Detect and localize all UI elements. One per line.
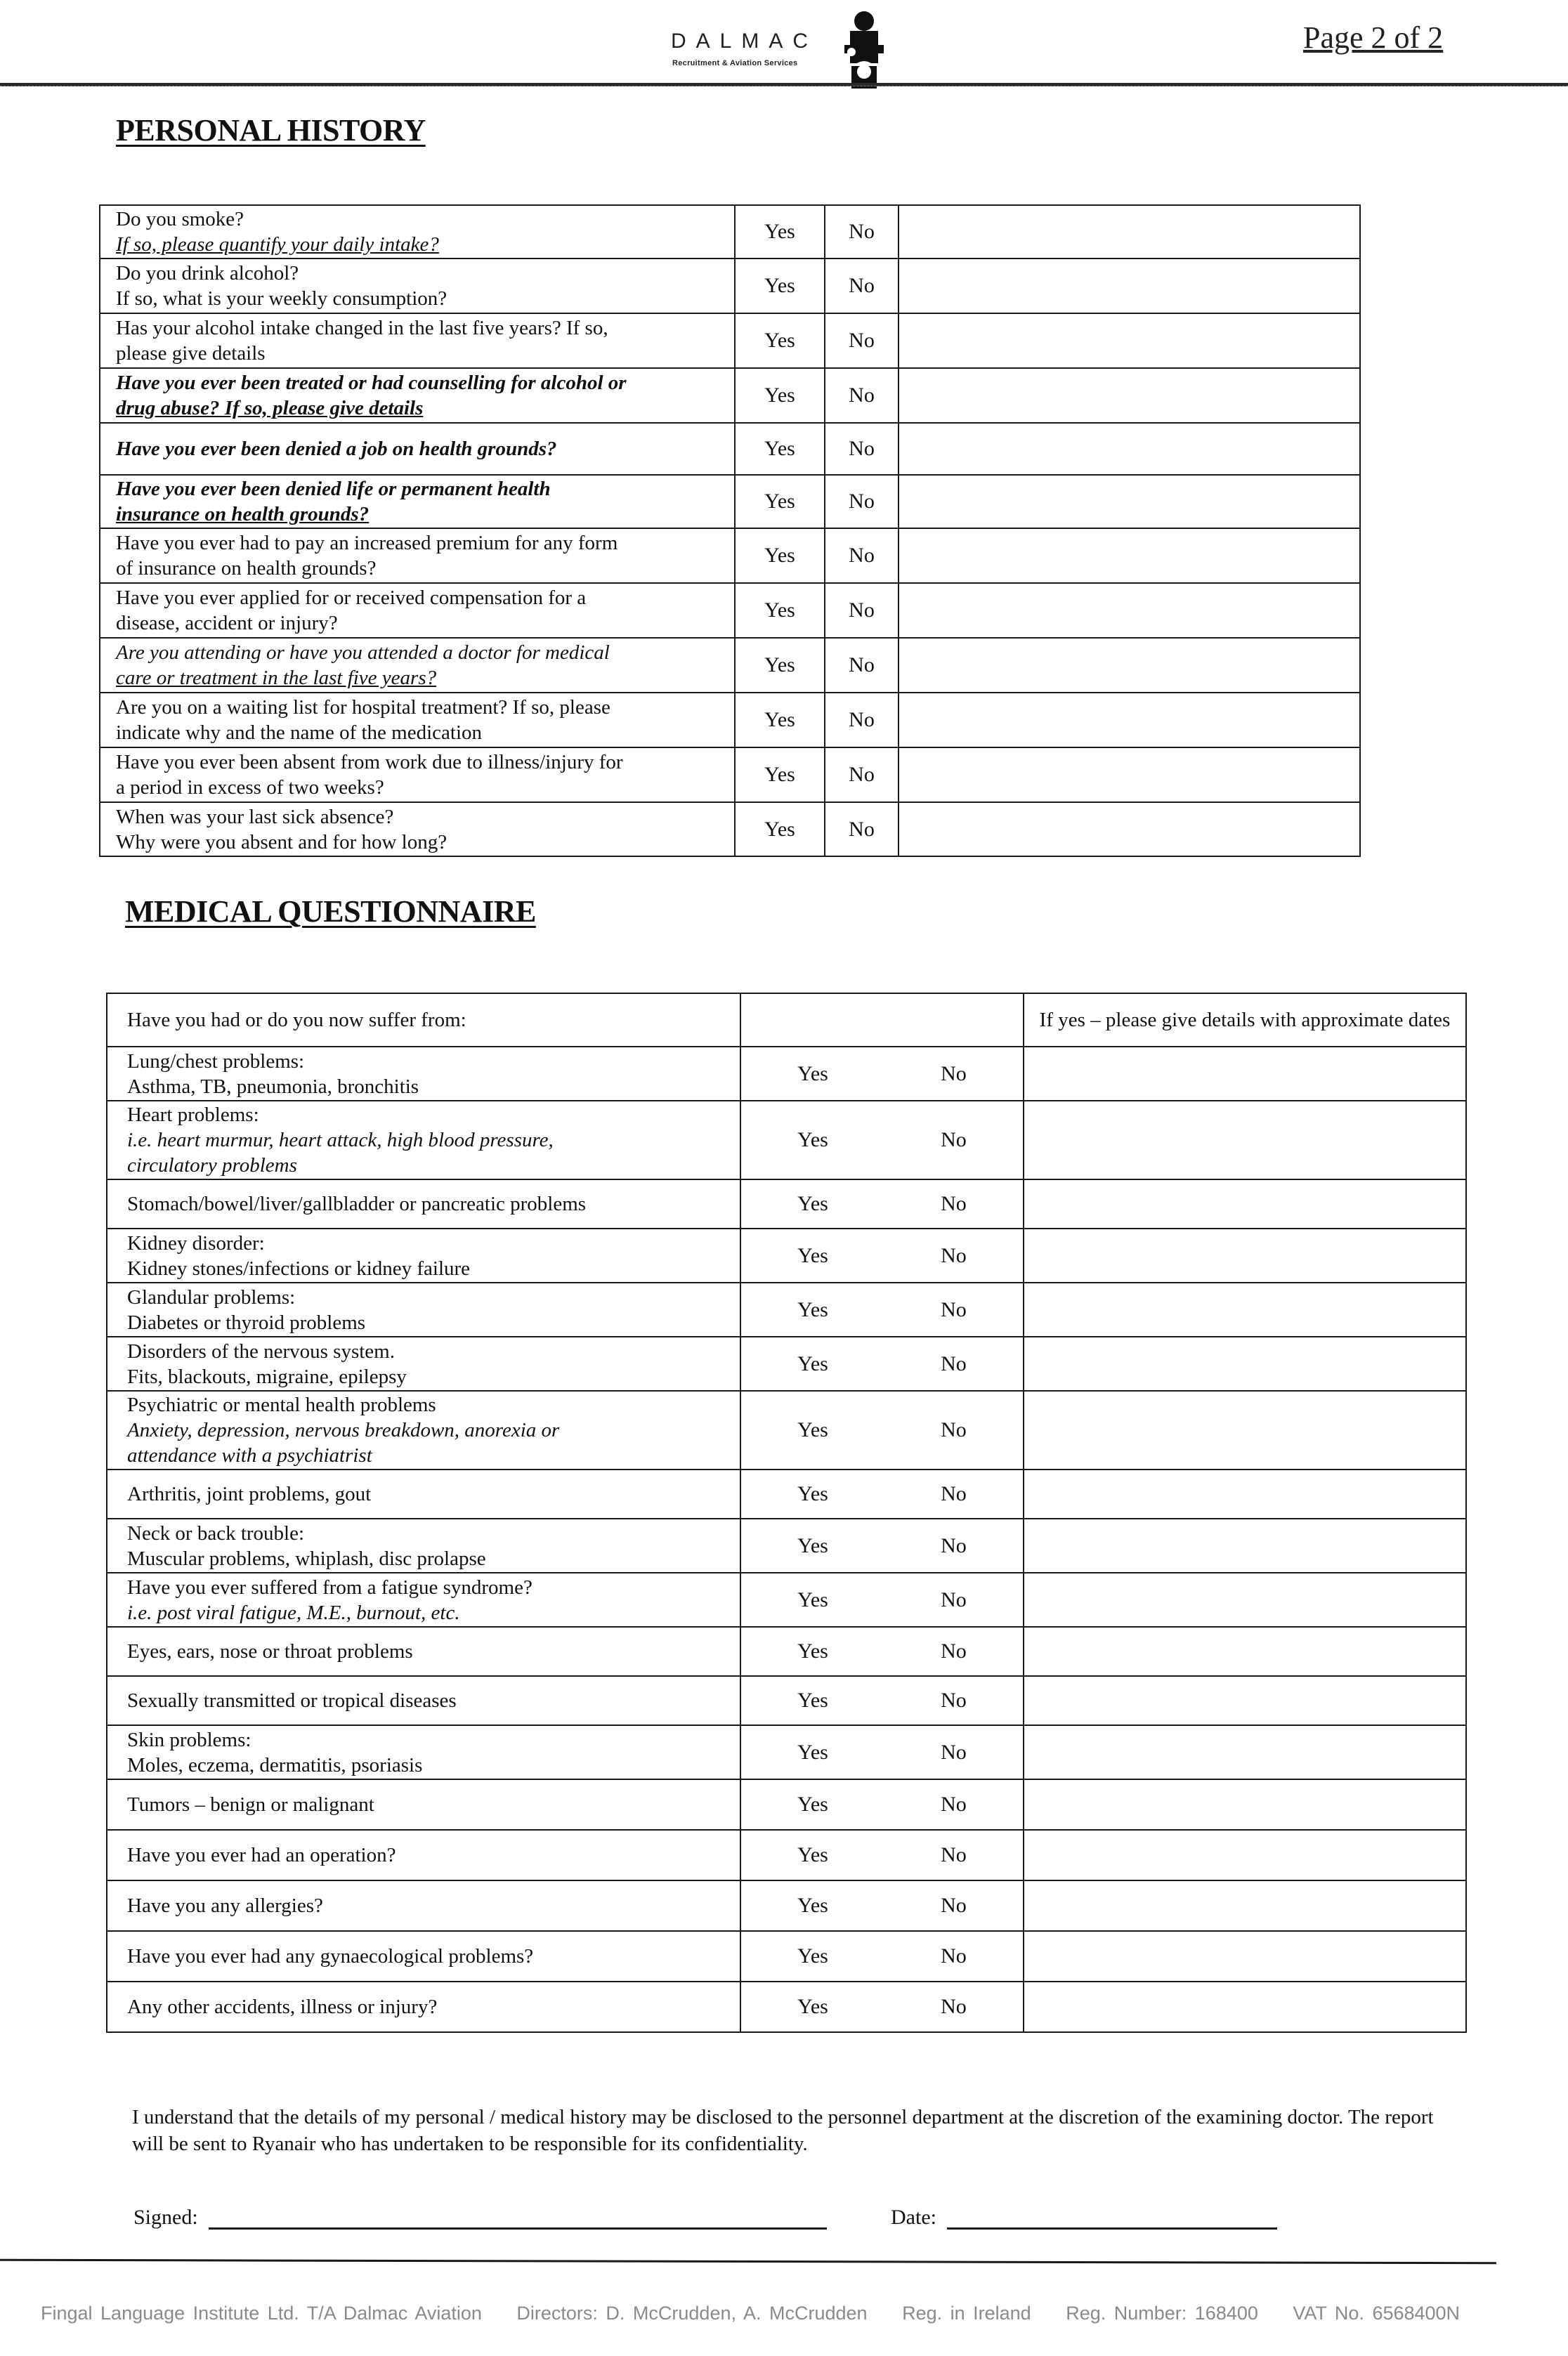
yes-option[interactable]: Yes (797, 1482, 828, 1505)
table-row (107, 1627, 1466, 1676)
date-line[interactable] (947, 2206, 1277, 2230)
yes-option[interactable]: Yes (735, 423, 825, 475)
signature-line[interactable] (209, 2206, 827, 2230)
yes-option[interactable]: Yes (797, 1128, 828, 1151)
table-row (100, 583, 1360, 638)
yes-option[interactable]: Yes (735, 528, 825, 583)
condition-examples: i.e. heart murmur, heart attack, high blood pressure, (127, 1129, 554, 1151)
condition-cell (107, 1573, 740, 1627)
condition-examples: Anxiety, depression, nervous breakdown, anorexia or (127, 1419, 560, 1441)
details-input[interactable] (899, 258, 1360, 313)
yes-no-cell (740, 1573, 1024, 1627)
table-row (107, 1676, 1466, 1725)
question-text: Do you drink alcohol? (116, 262, 299, 284)
consent-statement: I understand that the details of my personal / medical history may be disclosed to the personnel department at the discretion of the examining doctor. The report will be sent to Ryanair who has undertaken to be responsible for its confidentiality. (132, 2106, 1434, 2155)
condition-title: Eyes, ears, nose or throat problems (127, 1640, 413, 1663)
details-input[interactable] (1024, 1627, 1466, 1676)
condition-cell (107, 1931, 740, 1982)
condition-title: Lung/chest problems: (127, 1049, 305, 1073)
condition-cell (107, 1676, 740, 1725)
question-subtext: insurance on health grounds? (116, 503, 370, 525)
no-option[interactable]: No (941, 1128, 967, 1151)
table-row (107, 1470, 1466, 1519)
date-label: Date: (891, 2206, 936, 2229)
table-row (107, 1391, 1466, 1470)
no-option[interactable]: No (941, 1418, 967, 1441)
question-text: Have you ever been denied life or permanent health (116, 478, 551, 500)
details-input[interactable] (1024, 1337, 1466, 1391)
question-cell (100, 528, 735, 583)
table-row (100, 802, 1360, 856)
condition-cell (107, 1779, 740, 1830)
condition-title: Skin problems: (127, 1728, 251, 1751)
condition-examples: Moles, eczema, dermatitis, psoriasis (127, 1753, 423, 1776)
yes-no-cell (740, 1880, 1024, 1931)
details-input[interactable] (1024, 1982, 1466, 2032)
yes-no-cell (740, 1931, 1024, 1982)
condition-title: Have you any allergies? (127, 1894, 323, 1917)
footer-company: Fingal Language Institute Ltd. T/A Dalmac Aviation (41, 2303, 482, 2324)
table-row (100, 747, 1360, 802)
condition-cell (107, 1229, 740, 1283)
details-input[interactable] (1024, 1573, 1466, 1627)
condition-title: Sexually transmitted or tropical diseases (127, 1689, 457, 1712)
question-subtext: care or treatment in the last five years? (116, 667, 437, 689)
condition-cell (107, 1391, 740, 1470)
details-input[interactable] (1024, 1931, 1466, 1982)
footer-vat: VAT No. 6568400N (1293, 2303, 1461, 2324)
yes-option[interactable]: Yes (797, 1793, 828, 1816)
question-subtext: of insurance on health grounds? (116, 557, 377, 580)
no-option[interactable]: No (941, 1352, 967, 1375)
footer-divider (0, 2259, 1496, 2264)
table-row (100, 693, 1360, 747)
details-input[interactable] (1024, 1179, 1466, 1229)
question-cell (100, 475, 735, 528)
condition-examples: Diabetes or thyroid problems (127, 1311, 366, 1334)
details-input[interactable] (1024, 1470, 1466, 1519)
no-option[interactable]: No (825, 368, 899, 423)
no-option[interactable]: No (941, 1061, 967, 1085)
question-cell (100, 693, 735, 747)
details-input[interactable] (1024, 1101, 1466, 1179)
details-input[interactable] (1024, 1047, 1466, 1101)
question-text: Have you ever been denied a job on health grounds? (116, 438, 557, 460)
footer-directors: Directors: D. McCrudden, A. McCrudden (516, 2303, 868, 2324)
yes-no-cell (740, 1627, 1024, 1676)
table-row (100, 638, 1360, 693)
condition-examples: circulatory problems (127, 1154, 297, 1177)
logo-subtitle: Recruitment & Aviation Services (672, 59, 798, 67)
condition-cell (107, 1725, 740, 1779)
no-option[interactable]: No (941, 1689, 967, 1712)
puzzle-figure-icon (843, 10, 885, 89)
table-row (107, 1337, 1466, 1391)
no-option[interactable]: No (941, 1843, 967, 1866)
condition-cell (107, 1470, 740, 1519)
no-option[interactable]: No (825, 528, 899, 583)
question-cell (100, 802, 735, 856)
details-input[interactable] (899, 423, 1360, 475)
table-row (100, 475, 1360, 528)
details-input[interactable] (1024, 1283, 1466, 1337)
yes-option[interactable]: Yes (735, 368, 825, 423)
yes-option[interactable]: Yes (735, 747, 825, 802)
table-header-row (107, 993, 1466, 1047)
question-subtext: disease, accident or injury? (116, 612, 338, 634)
condition-cell (107, 1519, 740, 1573)
condition-examples: Muscular problems, whiplash, disc prolapse (127, 1547, 486, 1570)
yes-no-cell (740, 1725, 1024, 1779)
condition-cell (107, 1047, 740, 1101)
condition-cell (107, 1283, 740, 1337)
question-subtext: If so, please quantify your daily intake? (116, 233, 439, 256)
question-text: Have you ever been absent from work due to illness/injury for (116, 751, 623, 773)
no-option[interactable]: No (941, 1894, 967, 1917)
details-input[interactable] (899, 368, 1360, 423)
yes-option[interactable]: Yes (797, 1740, 828, 1764)
yes-option[interactable]: Yes (735, 313, 825, 368)
table-row (107, 1573, 1466, 1627)
table-row (107, 1931, 1466, 1982)
question-cell (100, 313, 735, 368)
question-text: Are you attending or have you attended a doctor for medical (116, 641, 610, 664)
table-row (107, 1047, 1466, 1101)
condition-title: Tumors – benign or malignant (127, 1793, 374, 1816)
yes-no-cell (740, 1676, 1024, 1725)
no-option[interactable]: No (941, 1588, 967, 1611)
yes-option[interactable]: Yes (735, 693, 825, 747)
yes-option[interactable]: Yes (735, 802, 825, 856)
no-option[interactable]: No (941, 1243, 967, 1267)
table-row (107, 1229, 1466, 1283)
condition-title: Heart problems: (127, 1104, 259, 1126)
table-row (107, 1830, 1466, 1880)
details-input[interactable] (899, 205, 1360, 258)
no-option[interactable]: No (941, 1192, 967, 1215)
question-text: Have you ever had to pay an increased premium for any form (116, 532, 618, 554)
condition-cell (107, 1337, 740, 1391)
yes-option[interactable]: Yes (797, 1061, 828, 1085)
table-row (107, 1725, 1466, 1779)
yes-option[interactable]: Yes (735, 205, 825, 258)
table-row (107, 1880, 1466, 1931)
logo-text: DALMAC (671, 30, 818, 53)
company-footer (41, 2303, 1487, 2324)
question-text: Has your alcohol intake changed in the last five years? If so, (116, 317, 608, 339)
yes-no-cell (740, 1283, 1024, 1337)
no-option[interactable]: No (825, 583, 899, 638)
yes-option[interactable]: Yes (797, 1689, 828, 1712)
yes-option[interactable]: Yes (797, 1588, 828, 1611)
yes-option[interactable]: Yes (735, 475, 825, 528)
no-option[interactable]: No (825, 313, 899, 368)
condition-examples: Kidney stones/infections or kidney failure (127, 1257, 471, 1280)
no-option[interactable]: No (825, 693, 899, 747)
yes-option[interactable]: Yes (735, 638, 825, 693)
no-option[interactable]: No (941, 1793, 967, 1816)
yes-no-cell (740, 1830, 1024, 1880)
table-row (107, 1982, 1466, 2032)
details-input[interactable] (899, 528, 1360, 583)
question-subtext: please give details (116, 342, 266, 365)
condition-title: Psychiatric or mental health problems (127, 1394, 436, 1416)
condition-title: Neck or back trouble: (127, 1521, 305, 1545)
condition-examples: Asthma, TB, pneumonia, bronchitis (127, 1075, 419, 1098)
no-option[interactable]: No (825, 423, 899, 475)
condition-title: Disorders of the nervous system. (127, 1340, 395, 1363)
condition-title: Have you ever had an operation? (127, 1844, 396, 1866)
condition-title: Have you ever suffered from a fatigue syndrome? (127, 1576, 533, 1599)
no-option[interactable]: No (825, 475, 899, 528)
table-row (100, 423, 1360, 475)
yes-no-cell (740, 1337, 1024, 1391)
condition-cell (107, 1880, 740, 1931)
details-input[interactable] (899, 638, 1360, 693)
yes-option[interactable]: Yes (797, 1640, 828, 1663)
details-input[interactable] (899, 313, 1360, 368)
no-option[interactable]: No (941, 1297, 967, 1321)
yes-no-cell (740, 1470, 1024, 1519)
no-option[interactable]: No (941, 1995, 967, 2018)
condition-title: Any other accidents, illness or injury? (127, 1996, 438, 2018)
details-input[interactable] (1024, 1676, 1466, 1725)
yes-option[interactable]: Yes (797, 1418, 828, 1441)
details-input[interactable] (1024, 1779, 1466, 1830)
no-option[interactable]: No (825, 258, 899, 313)
details-input[interactable] (899, 583, 1360, 638)
yes-option[interactable]: Yes (797, 1894, 828, 1917)
condition-examples: Fits, blackouts, migraine, epilepsy (127, 1365, 407, 1388)
yes-no-cell (740, 1391, 1024, 1470)
condition-cell (107, 1982, 740, 2032)
no-option[interactable]: No (941, 1944, 967, 1968)
details-input[interactable] (1024, 1391, 1466, 1470)
yes-option[interactable]: Yes (735, 583, 825, 638)
no-option[interactable]: No (825, 747, 899, 802)
yes-option[interactable]: Yes (797, 1297, 828, 1321)
yes-no-cell (740, 1519, 1024, 1573)
question-text: When was your last sick absence? (116, 805, 394, 828)
yes-no-cell (740, 1982, 1024, 2032)
no-option[interactable]: No (941, 1482, 967, 1505)
signed-label: Signed: (133, 2206, 198, 2229)
footer-registration: Reg. in Ireland (902, 2303, 1031, 2324)
yes-option[interactable]: Yes (797, 1944, 828, 1968)
condition-title: Have you ever had any gynaecological problems? (127, 1945, 534, 1968)
yes-option[interactable]: Yes (797, 1352, 828, 1375)
footer-reg-number: Reg. Number: 168400 (1066, 2303, 1258, 2324)
yes-no-cell (740, 1047, 1024, 1101)
question-cell (100, 423, 735, 475)
table-row (100, 368, 1360, 423)
no-option[interactable]: No (825, 638, 899, 693)
question-text: Have you ever applied for or received compensation for a (116, 587, 587, 609)
condition-cell (107, 1179, 740, 1229)
yes-option[interactable]: Yes (797, 1995, 828, 2018)
table-row (107, 1101, 1466, 1179)
table-row (107, 1179, 1466, 1229)
yes-option[interactable]: Yes (797, 1243, 828, 1267)
medical-questionnaire-title: MEDICAL QUESTIONNAIRE (125, 894, 536, 929)
yes-option[interactable]: Yes (797, 1533, 828, 1557)
yes-no-cell (740, 1179, 1024, 1229)
header-question-cell: Have you had or do you now suffer from: (107, 993, 740, 1047)
yes-option[interactable]: Yes (797, 1192, 828, 1215)
date-field[interactable] (891, 2206, 1277, 2230)
details-input[interactable] (899, 802, 1360, 856)
condition-examples: i.e. post viral fatigue, M.E., burnout, etc. (127, 1601, 460, 1624)
condition-title: Kidney disorder: (127, 1231, 265, 1255)
condition-title: Glandular problems: (127, 1285, 296, 1309)
yes-no-cell (740, 1229, 1024, 1283)
details-input[interactable] (899, 747, 1360, 802)
condition-title: Arthritis, joint problems, gout (127, 1483, 372, 1505)
personal-history-table (99, 204, 1361, 857)
no-option[interactable]: No (941, 1740, 967, 1764)
question-subtext: Why were you absent and for how long? (116, 830, 447, 853)
page-indicator: Page 2 of 2 (1303, 20, 1444, 55)
company-logo (671, 10, 854, 87)
question-text: Are you on a waiting list for hospital treatment? If so, please (116, 696, 610, 719)
no-option[interactable]: No (825, 802, 899, 856)
condition-cell (107, 1627, 740, 1676)
table-row (107, 1283, 1466, 1337)
details-input[interactable] (1024, 1830, 1466, 1880)
condition-title: Stomach/bowel/liver/gallbladder or pancreatic problems (127, 1193, 587, 1215)
question-text: Do you smoke? (116, 208, 244, 230)
table-row (100, 258, 1360, 313)
details-input[interactable] (1024, 1725, 1466, 1779)
condition-cell (107, 1830, 740, 1880)
details-input[interactable] (1024, 1229, 1466, 1283)
table-row (100, 205, 1360, 258)
yes-option[interactable]: Yes (735, 258, 825, 313)
personal-history-title: PERSONAL HISTORY (116, 113, 426, 148)
question-subtext: If so, what is your weekly consumption? (116, 287, 447, 310)
header-divider (0, 83, 1568, 86)
question-cell (100, 638, 735, 693)
question-cell (100, 258, 735, 313)
condition-examples: attendance with a psychiatrist (127, 1444, 372, 1467)
yes-no-cell (740, 1101, 1024, 1179)
table-row (107, 1779, 1466, 1830)
medical-questionnaire-table (106, 993, 1467, 2033)
no-option[interactable]: No (941, 1640, 967, 1663)
question-text: Have you ever been treated or had counselling for alcohol or (116, 372, 627, 394)
yes-no-cell (740, 1779, 1024, 1830)
header-yesno-cell (740, 993, 1024, 1047)
question-subtext: indicate why and the name of the medication (116, 721, 483, 744)
yes-option[interactable]: Yes (797, 1843, 828, 1866)
details-input[interactable] (899, 475, 1360, 528)
question-subtext: drug abuse? If so, please give details (116, 397, 424, 419)
question-cell (100, 583, 735, 638)
table-row (107, 1519, 1466, 1573)
question-cell (100, 205, 735, 258)
no-option[interactable]: No (941, 1533, 967, 1557)
signature-field[interactable] (133, 2206, 827, 2230)
header-details-cell: If yes – please give details with approximate dates (1024, 993, 1466, 1047)
details-input[interactable] (1024, 1880, 1466, 1931)
details-input[interactable] (899, 693, 1360, 747)
details-input[interactable] (1024, 1519, 1466, 1573)
table-row (100, 313, 1360, 368)
question-cell (100, 747, 735, 802)
question-cell (100, 368, 735, 423)
no-option[interactable]: No (825, 205, 899, 258)
table-row (100, 528, 1360, 583)
question-subtext: a period in excess of two weeks? (116, 776, 384, 799)
condition-cell (107, 1101, 740, 1179)
